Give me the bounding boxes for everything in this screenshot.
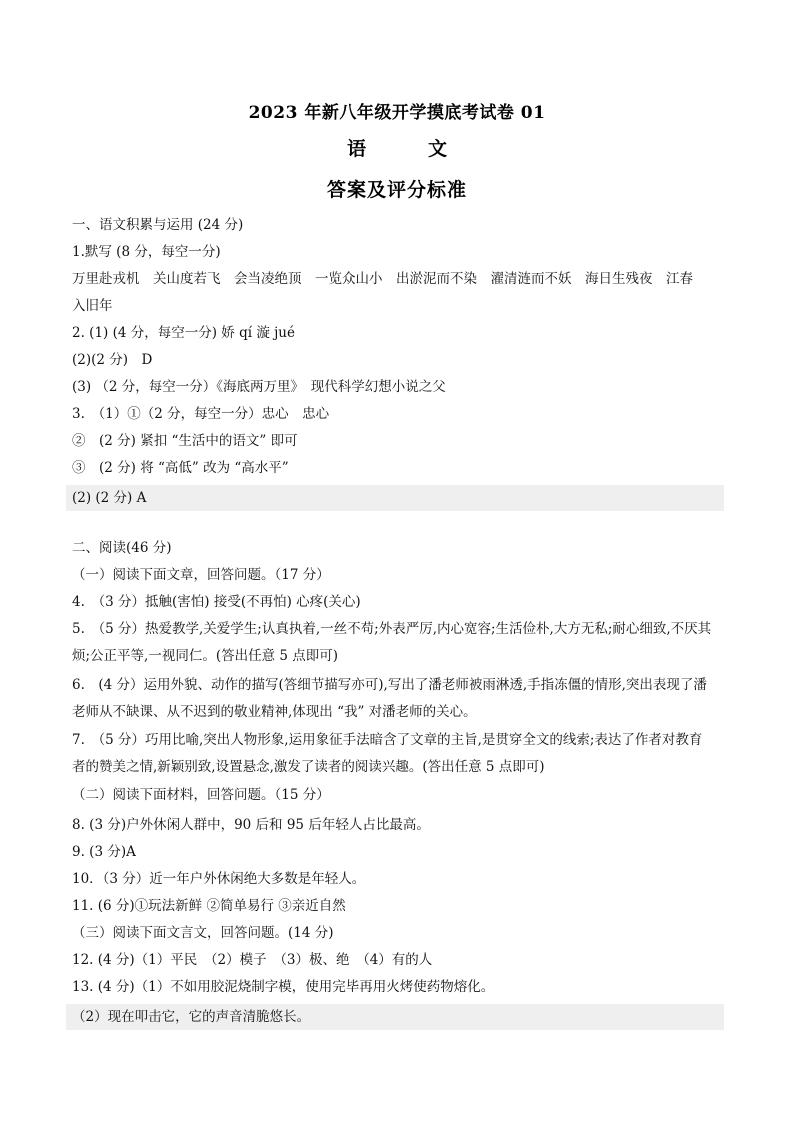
answer-line: 烦;公正平等,一视同仁。(答出任意 5 点即可) (72, 648, 339, 664)
answer-line: 6. (4 分）运用外貌、动作的描写(答细节描写亦可),写出了潘老师被雨淋透,手指冻僵的情形,突出表现了潘 (72, 677, 707, 693)
answer-line: 者的赞美之情,新颖别致,设置悬念,激发了读者的阅读兴趣。(答出任意 5 点即可) (72, 759, 545, 775)
answer-line-highlighted: (2) (2 分) A (66, 485, 724, 511)
section-heading: 一、语文积累与运用 (24 分) (72, 217, 244, 233)
answer-line: 11. (6 分)①玩法新鲜 ②简单易行 ③亲近自然 (72, 898, 346, 914)
subsection-heading: （一）阅读下面文章，回答问题。（17 分） (72, 567, 330, 583)
subject-char-left: 语 (346, 138, 366, 160)
subsection-heading: （三）阅读下面文言文，回答问题。(14 分) (72, 925, 334, 941)
answer-line: 4. （3 分）抵触(害怕) 接受(不再怕) 心疼(关心) (72, 594, 361, 610)
answer-line: 万里赴戎机 关山度若飞 会当凌绝顶 一览众山小 出淤泥而不染 濯清涟而不妖 海日生残夜 江春 (72, 271, 693, 287)
answer-line: 9. (3 分)A (72, 844, 136, 860)
answer-line: 2. (1) (4 分，每空一分) 娇 qí 漩 jué (72, 325, 295, 341)
subject-char-right: 文 (428, 138, 448, 160)
answer-line: 5. （5 分）热爱教学,关爱学生;认真执着,一丝不苟;外表严厉,内心宽容;生活俭朴,大方无私;耐心细致,不厌其 (72, 621, 712, 637)
answer-standard-title: 答案及评分标准 (326, 179, 467, 201)
answer-line: (2)(2 分) D (72, 352, 153, 368)
subject-title (0, 134, 794, 161)
answer-line: 老师从不缺课、从不迟到的敬业精神,体现出 “我” 对潘老师的关心。 (72, 704, 477, 720)
answer-line: (3) （2 分，每空一分）《海底两万里》 现代科学幻想小说之父 (72, 379, 446, 395)
answer-line: 入旧年 (72, 298, 113, 314)
subsection-heading: （二）阅读下面材料，回答问题。（15 分） (72, 787, 330, 803)
answer-line: 12. (4 分)（1）平民 （2）模子 （3）极、绝 （4）有的人 (72, 952, 433, 968)
answer-line: ③ (2 分) 将 “高低” 改为 “高水平” (72, 460, 289, 476)
answer-line: 8. (3 分)户外休闲人群中，90 后和 95 后年轻人占比最高。 (72, 817, 430, 833)
answer-line: 13. (4 分)（1）不如用胶泥烧制字模，使用完毕再用火烤使药物熔化。 (72, 979, 495, 995)
answer-line: 3. （1）①（2 分，每空一分）忠心 忠心 (72, 406, 330, 422)
answer-line: ② (2 分) 紧扣 “生活中的语文” 即可 (72, 433, 298, 449)
answer-line: 1.默写 (8 分，每空一分) (72, 244, 221, 260)
answer-line: 7. （5 分）巧用比喻,突出人物形象,运用象征手法暗含了文章的主旨,是贯穿全文的线索;表达了作者对教育 (72, 732, 703, 748)
answer-line: 10．（3 分）近一年户外休闲绝大多数是年轻人。 (72, 871, 366, 887)
answer-line-highlighted: （2）现在叩击它，它的声音清脆悠长。 (66, 1004, 724, 1030)
section-heading: 二、阅读(46 分) (72, 540, 172, 556)
exam-title: 2023 年新八年级开学摸底考试卷 01 (248, 103, 546, 123)
